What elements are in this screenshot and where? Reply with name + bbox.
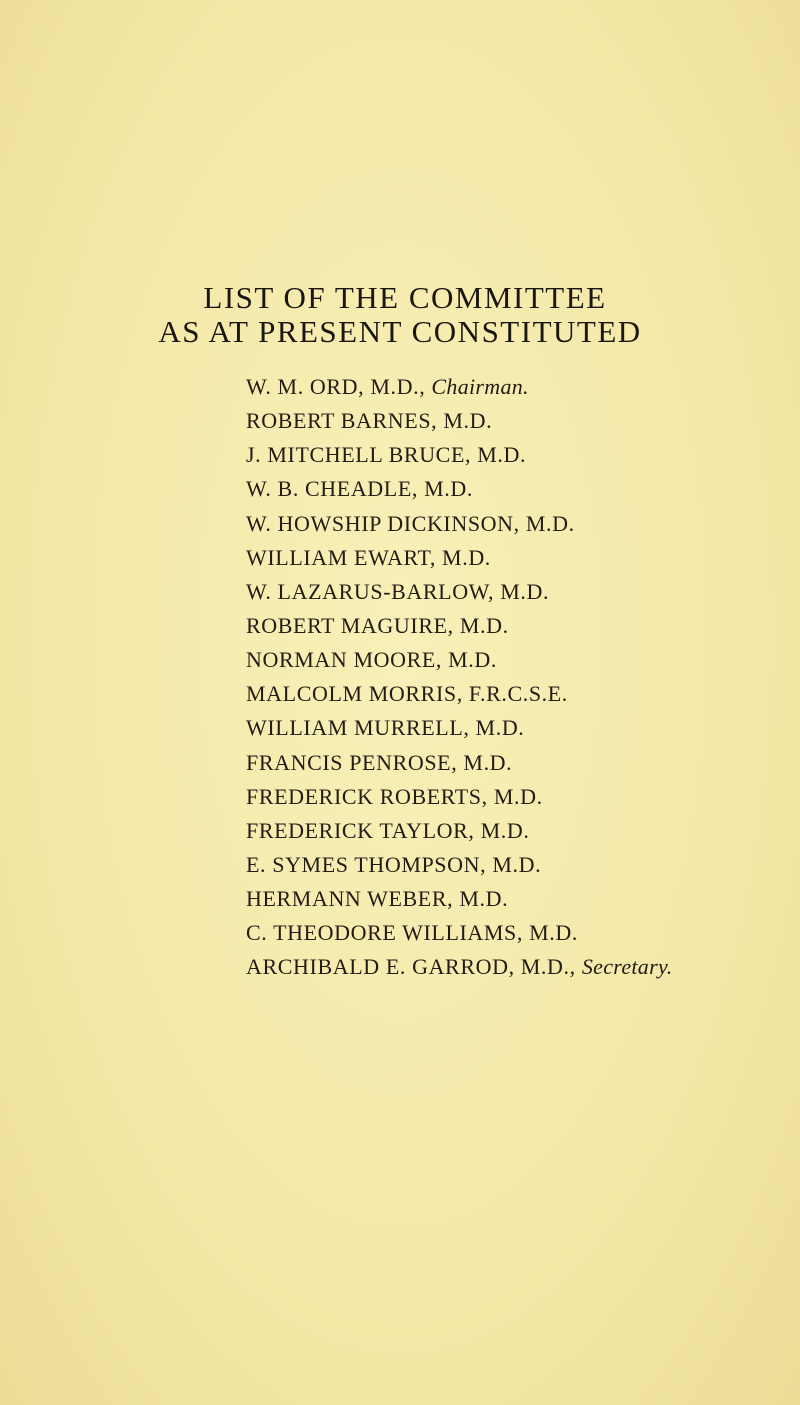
list-item: [246, 614, 673, 648]
list-item: [246, 751, 673, 785]
member-name: FREDERICK TAYLOR, M.D.: [246, 817, 530, 843]
list-item: [246, 546, 673, 580]
member-name: J. MITCHELL BRUCE, M.D.: [246, 442, 527, 468]
member-name: E. SYMES THOMPSON, M.D.: [246, 851, 542, 877]
list-item: [246, 477, 673, 511]
list-item: [246, 580, 673, 614]
member-role: Secretary.: [581, 954, 673, 980]
list-item: [246, 682, 673, 716]
member-name: C. THEODORE WILLIAMS, M.D.: [246, 920, 578, 946]
member-name: ARCHIBALD E. GARROD, M.D.,: [246, 954, 576, 980]
list-item: [246, 887, 673, 921]
member-name: WILLIAM EWART, M.D.: [246, 544, 491, 570]
list-item: [246, 512, 673, 546]
member-name: W. M. ORD, M.D.,: [246, 374, 426, 399]
list-item: [246, 921, 673, 955]
list-item: [246, 716, 673, 750]
member-name: ROBERT MAGUIRE, M.D.: [246, 612, 509, 638]
member-name: FREDERICK ROBERTS, M.D.: [246, 783, 543, 809]
member-name: FRANCIS PENROSE, M.D.: [246, 749, 513, 775]
member-name: W. B. CHEADLE, M.D.: [246, 476, 473, 502]
list-item: [246, 375, 673, 409]
member-name: MALCOLM MORRIS, F.R.C.S.E.: [246, 681, 568, 707]
list-item: [246, 853, 673, 887]
page-title: LIST OF THE COMMITTEE: [203, 280, 607, 315]
member-role: Chairman.: [431, 374, 529, 399]
member-name: NORMAN MOORE, M.D.: [246, 647, 497, 673]
list-item: [246, 409, 673, 443]
list-item: [246, 955, 673, 989]
committee-member-list: [246, 375, 673, 990]
list-item: [246, 785, 673, 819]
list-item: [246, 819, 673, 853]
member-name: ROBERT BARNES, M.D.: [246, 408, 493, 434]
member-name: W. HOWSHIP DICKINSON, M.D.: [246, 510, 575, 536]
member-name: W. LAZARUS-BARLOW, M.D.: [246, 578, 550, 604]
page-subtitle: AS AT PRESENT CONSTITUTED: [158, 314, 642, 349]
list-item: [246, 648, 673, 682]
member-name: HERMANN WEBER, M.D.: [246, 886, 509, 912]
member-name: WILLIAM MURRELL, M.D.: [246, 715, 525, 741]
list-item: [246, 443, 673, 477]
